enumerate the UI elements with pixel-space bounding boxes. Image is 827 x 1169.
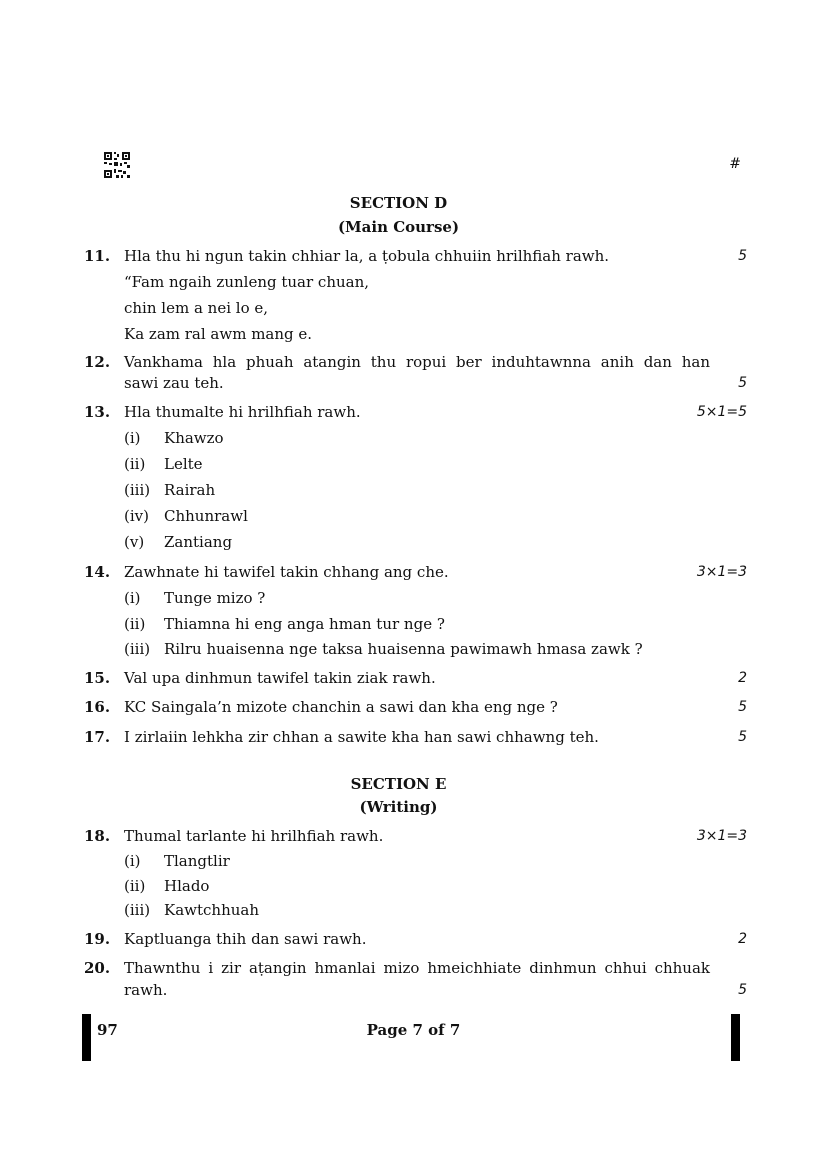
section-d-title: SECTION D xyxy=(349,194,448,212)
q17-marks: 5 xyxy=(738,729,747,745)
q11-poem-line: Ka zam ral awm mang e. xyxy=(124,325,313,343)
q17-text: I zirlaiin lehkha zir chhan a sawite kha han sawi chhawng teh. xyxy=(124,728,599,746)
q20-marks: 5 xyxy=(738,982,747,998)
q11-marks: 5 xyxy=(738,248,747,264)
q13-option: (ii) Lelte xyxy=(124,455,203,473)
q18-option: (ii) Hlado xyxy=(124,877,210,895)
q12-marks: 5 xyxy=(738,375,747,391)
q12-text-line2: sawi zau teh. xyxy=(124,374,224,392)
q19-text: Kaptluanga thih dan sawi rawh. xyxy=(124,930,367,948)
page-number: Page 7 of 7 xyxy=(366,1021,461,1039)
q20-number: 20. xyxy=(84,959,111,977)
q15-number: 15. xyxy=(84,669,111,687)
q15-marks: 2 xyxy=(738,670,747,686)
q14-number: 14. xyxy=(84,563,111,581)
header-hash: # xyxy=(729,156,741,172)
q16-text: KC Saingala’n mizote chanchin a sawi dan kha eng nge ? xyxy=(124,698,558,716)
q18-text: Thumal tarlante hi hrilhfiah rawh. xyxy=(124,827,384,845)
q18-number: 18. xyxy=(84,827,111,845)
q11-text: Hla thu hi ngun takin chhiar la, a ṭobula chhuiin hrilhfiah rawh. xyxy=(124,247,610,265)
section-d-subtitle: (Main Course) xyxy=(337,218,460,236)
q11-poem-line: chin lem a nei lo e, xyxy=(124,299,269,317)
q19-number: 19. xyxy=(84,930,111,948)
qr-code-icon xyxy=(104,152,130,178)
q14-option: (i) Tunge mizo ? xyxy=(124,589,266,607)
section-e-title: SECTION E xyxy=(350,775,447,793)
q20-text-line1: Thawnthu i zir aṭangin hmanlai mizo hmeichhiate dinhmun chhui chhuak xyxy=(124,959,710,977)
q20-text-line2: rawh. xyxy=(124,981,168,999)
q12-text-line1: Vankhama hla phuah atangin thu ropui ber induhtawnna anih dan han xyxy=(124,353,710,371)
q14-option: (iii) Rilru huaisenna nge taksa huaisenna pawimawh hmasa zawk ? xyxy=(124,640,643,658)
q13-marks: 5×1=5 xyxy=(696,404,747,420)
section-e-subtitle: (Writing) xyxy=(359,798,438,816)
q14-marks: 3×1=3 xyxy=(696,564,747,580)
q16-number: 16. xyxy=(84,698,111,716)
q13-option: (iii) Rairah xyxy=(124,481,216,499)
q18-option: (iii) Kawtchhuah xyxy=(124,901,260,919)
q12-number: 12. xyxy=(84,353,111,371)
q17-number: 17. xyxy=(84,728,111,746)
q11-number: 11. xyxy=(84,247,111,265)
q19-marks: 2 xyxy=(738,931,747,947)
q13-option: (i) Khawzo xyxy=(124,429,224,447)
q11-poem-line: “Fam ngaih zunleng tuar chuan, xyxy=(124,273,370,291)
q14-text: Zawhnate hi tawifel takin chhang ang che. xyxy=(124,563,449,581)
q15-text: Val upa dinhmun tawifel takin ziak rawh. xyxy=(124,669,436,687)
q13-text: Hla thumalte hi hrilhfiah rawh. xyxy=(124,403,361,421)
q18-marks: 3×1=3 xyxy=(696,828,747,844)
paper-code: 97 xyxy=(97,1021,118,1039)
q16-marks: 5 xyxy=(738,699,747,715)
q13-number: 13. xyxy=(84,403,111,421)
q13-option: (v) Zantiang xyxy=(124,533,233,551)
q14-option: (ii) Thiamna hi eng anga hman tur nge ? xyxy=(124,615,445,633)
q18-option: (i) Tlangtlir xyxy=(124,852,230,870)
q13-option: (iv) Chhunrawl xyxy=(124,507,248,525)
